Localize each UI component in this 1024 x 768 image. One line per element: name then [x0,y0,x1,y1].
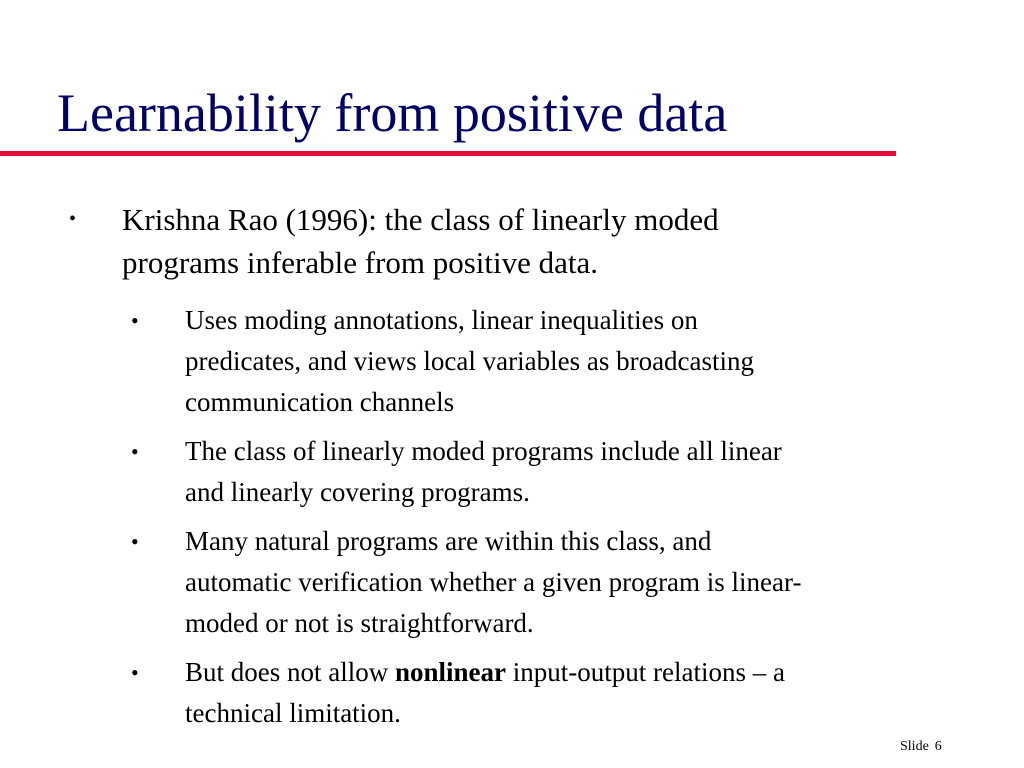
slide-footer [900,738,942,756]
main-bullet-icon: • [69,208,77,230]
sub-bullet-icon: • [131,529,139,554]
sub-bullet-2-line-1: The class of linearly moded programs include all linear [185,436,782,466]
slide-title: Learnability from positive data [57,83,728,143]
sub-bullet-4-text-before: But does not allow [185,657,395,687]
sub-bullet-icon: • [131,439,139,464]
sub-bullet-4-line-1 [185,652,975,693]
sub-bullet-4-bold-word: nonlinear [395,657,507,687]
sub-bullet-3-line-1: Many natural programs are within this class, and [185,526,712,556]
main-bullet-line-1: Krishna Rao (1996): the class of linearly moded [122,202,719,237]
sub-bullet-2-line-2: and linearly covering programs. [185,477,530,507]
sub-bullet-1-line-1: Uses moding annotations, linear inequalities on [185,305,698,335]
sub-bullet-icon: • [131,308,139,333]
sub-bullet-4-line-2: technical limitation. [185,698,401,728]
footer-label: Slide [900,739,929,754]
sub-bullet-icon: • [131,660,139,685]
slide-number: 6 [934,739,942,754]
sub-bullet-4-text-after: input-output relations – a [506,657,785,687]
sub-bullet-3-line-3: moded or not is straightforward. [185,608,534,638]
sub-bullet-1-line-2: predicates, and views local variables as broadcasting [185,346,755,376]
sub-bullet-3-line-2: automatic verification whether a given program is linear- [185,567,802,597]
sub-bullet-1-line-3: communication channels [185,387,455,417]
title-underline [0,151,896,156]
main-bullet-line-2: programs inferable from positive data. [122,245,599,280]
